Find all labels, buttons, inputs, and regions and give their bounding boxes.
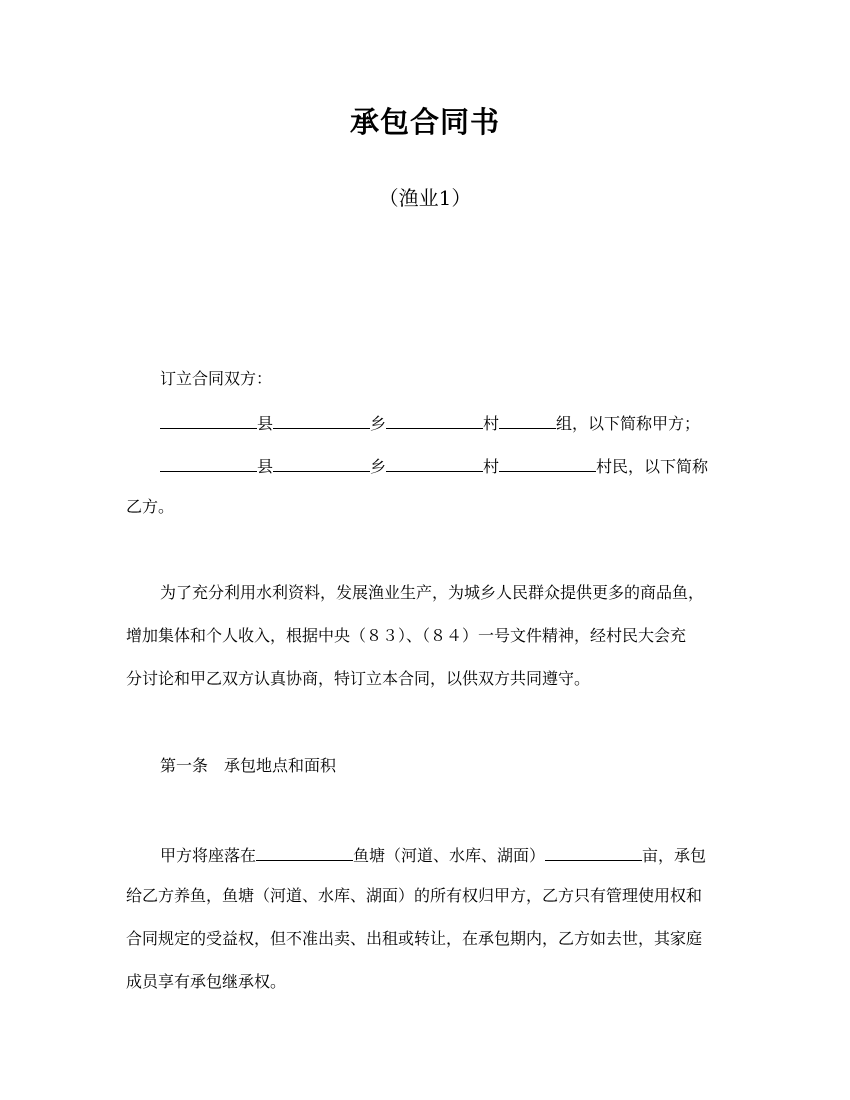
- village-label: 村: [483, 414, 500, 433]
- blank-field: [499, 456, 596, 472]
- blank-field: [256, 845, 353, 861]
- purpose-line-3: 分讨论和甲乙双方认真协商，特订立本合同，以供双方共同遵守。: [126, 669, 591, 688]
- blank-field: [160, 413, 257, 429]
- township-label: 乡: [370, 457, 387, 476]
- party-b-line: [160, 456, 726, 475]
- text-segment: 甲方将座落在: [160, 846, 257, 865]
- parties-heading: 订立合同双方：: [160, 369, 273, 388]
- villager-suffix: 村民，以下简称: [596, 457, 709, 476]
- county-label: 县: [257, 414, 274, 433]
- township-label: 乡: [370, 414, 387, 433]
- purpose-line-1: 为了充分利用水利资料，发展渔业生产，为城乡人民群众提供更多的商品鱼，: [160, 583, 705, 602]
- article-1-line-1: [160, 845, 726, 864]
- blank-field: [386, 413, 483, 429]
- blank-field: [545, 845, 642, 861]
- blank-field: [273, 413, 370, 429]
- article-1-line-3: 合同规定的受益权，但不准出卖、出租或转让，在承包期内，乙方如去世，其家庭: [126, 929, 703, 948]
- article-1-line-2: 给乙方养鱼，鱼塘（河道、水库、湖面）的所有权归甲方，乙方只有管理使用权和: [126, 886, 703, 905]
- article-1-heading: 第一条 承包地点和面积: [160, 756, 337, 775]
- blank-field: [499, 413, 556, 429]
- party-a-line: [160, 413, 726, 432]
- blank-field: [273, 456, 370, 472]
- purpose-line-2: 增加集体和个人收入，根据中央（８３）、（８４）一号文件精神，经村民大会充: [126, 626, 687, 645]
- text-segment: 鱼塘（河道、水库、湖面）: [353, 846, 546, 865]
- group-suffix: 组，以下简称甲方；: [556, 414, 701, 433]
- text-segment: 亩，承包: [642, 846, 707, 865]
- blank-field: [386, 456, 483, 472]
- county-label: 县: [257, 457, 274, 476]
- village-label: 村: [483, 457, 500, 476]
- blank-field: [160, 456, 257, 472]
- article-1-line-4: 成员享有承包继承权。: [126, 972, 287, 991]
- document-title: 承包合同书: [349, 105, 500, 139]
- party-b-tail: 乙方。: [126, 497, 175, 516]
- document-subtitle: （渔业1）: [378, 186, 472, 210]
